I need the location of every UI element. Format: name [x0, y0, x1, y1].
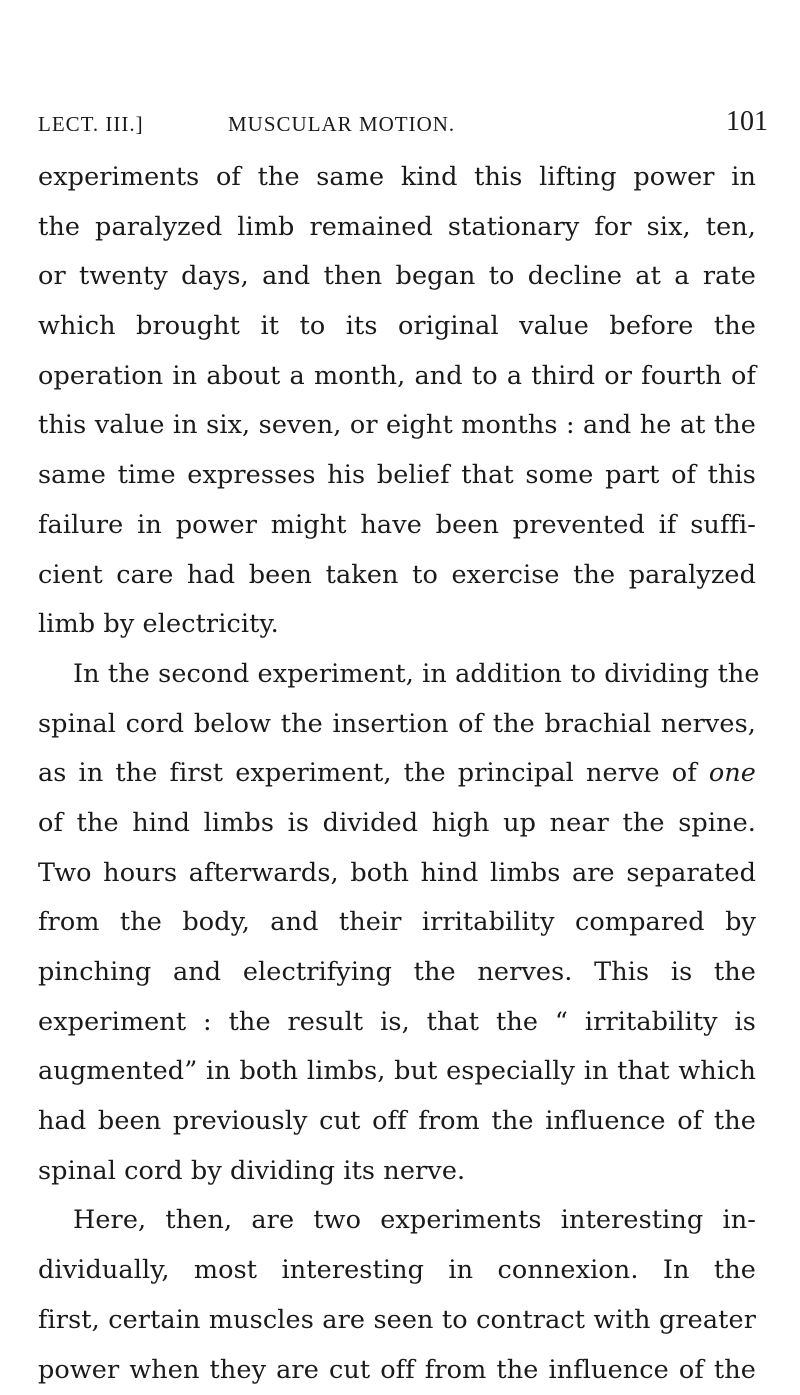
- text-line: spinal cord by dividing its nerve.: [38, 1147, 756, 1197]
- text-line: had been previously cut off from the influence of the: [38, 1097, 756, 1147]
- italic-word: one: [709, 758, 756, 788]
- text-line: from the body, and their irritability compared by: [38, 898, 756, 948]
- text-line: which brought it to its original value before the: [38, 302, 756, 352]
- running-head: [38, 112, 768, 152]
- text-line: power when they are cut off from the influence of the: [38, 1346, 756, 1395]
- page-number: 101: [726, 106, 768, 138]
- chapter-title: MUSCULAR MOTION.: [228, 112, 455, 137]
- text-line: experiments of the same kind this lifting power in: [38, 153, 756, 203]
- text-line: the paralyzed limb remained stationary for six, ten,: [38, 203, 756, 253]
- text-line: spinal cord below the insertion of the brachial nerves,: [38, 700, 756, 750]
- text-line: In the second experiment, in addition to dividing the: [38, 650, 756, 700]
- text-line: failure in power might have been prevented if suffi-: [38, 501, 756, 551]
- text-line: augmented” in both limbs, but especially in that which: [38, 1047, 756, 1097]
- text-line: same time expresses his belief that some part of this: [38, 451, 756, 501]
- text-line: or twenty days, and then began to decline at a rate: [38, 252, 756, 302]
- text-line: Here, then, are two experiments interesting in-: [38, 1196, 756, 1246]
- lecture-label: LECT. III.]: [38, 112, 144, 137]
- text-line: cient care had been taken to exercise the paralyzed: [38, 551, 756, 601]
- text-line: first, certain muscles are seen to contract with greater: [38, 1296, 756, 1346]
- text-line: this value in six, seven, or eight months : and he at the: [38, 401, 756, 451]
- text-fragment: as in the first experiment, the principal nerve of: [38, 758, 709, 788]
- text-line: pinching and electrifying the nerves. This is the: [38, 948, 756, 998]
- text-line: experiment : the result is, that the “ irritability is: [38, 998, 756, 1048]
- text-line-with-italic: [38, 749, 756, 799]
- text-line: of the hind limbs is divided high up near the spine.: [38, 799, 756, 849]
- text-line: operation in about a month, and to a third or fourth of: [38, 352, 756, 402]
- body-text: [38, 153, 756, 1395]
- text-line: limb by electricity.: [38, 600, 756, 650]
- text-line: Two hours afterwards, both hind limbs are separated: [38, 849, 756, 899]
- text-line: dividually, most interesting in connexion. In the: [38, 1246, 756, 1296]
